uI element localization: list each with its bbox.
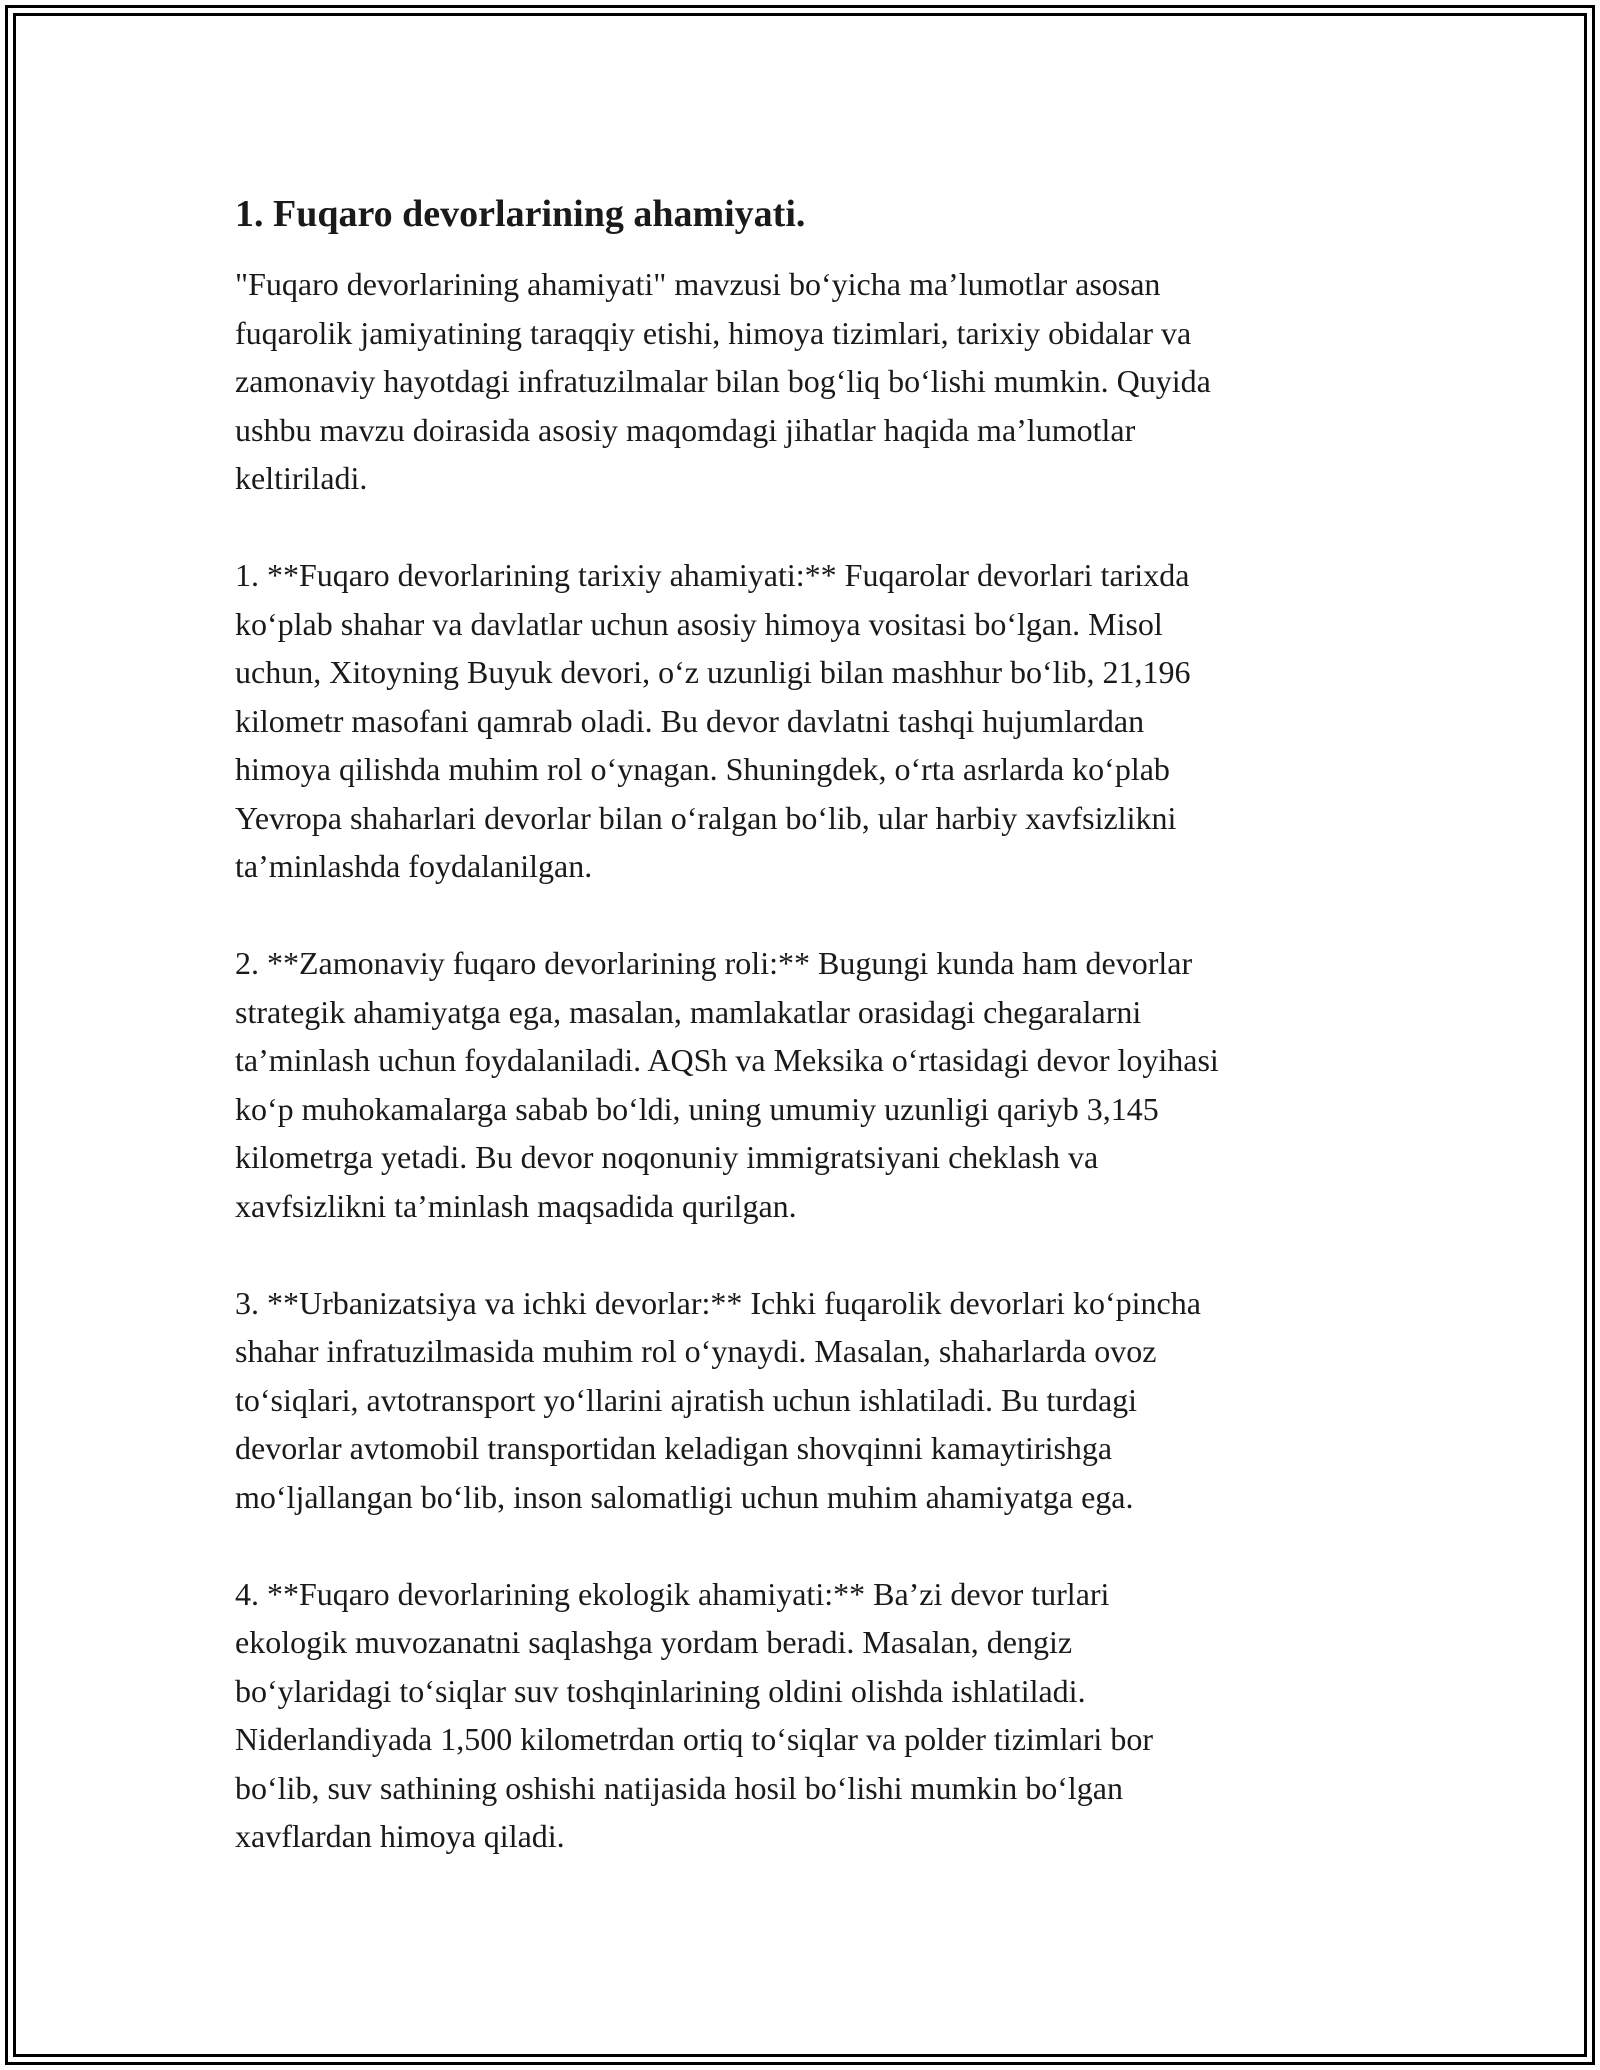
- paragraph-ecological-importance: 4. **Fuqaro devorlarining ekologik ahamiyati:** Ba’zi devor turlari ekologik muvozanatni saqlashga yordam beradi. Masalan, dengiz bo‘ylaridagi to‘siqlar suv toshqinlarining oldini olishda ishlatiladi. Niderlandiyada 1,500 kilometrdan ortiq to‘siqlar va polder tizimlari bor bo‘lib, suv sathining oshishi natijasida hosil bo‘lishi mumkin bo‘lgan xavflardan himoya qiladi.: [235, 1575, 1153, 1854]
- paragraph-urban-walls: 3. **Urbanizatsiya va ichki devorlar:** Ichki fuqarolik devorlari ko‘pincha shahar infratuzilmasida muhim rol o‘ynaydi. Masalan, shaharlarda ovoz to‘siqlari, avtotransport yo‘llarini ajratish uchun ishlatiladi. Bu turdagi devorlar avtomobil transportidan keladigan shovqinni kamaytirishga mo‘ljallangan bo‘lib, inson salomatligi uchun muhim ahamiyatga ega.: [235, 1284, 1201, 1515]
- document-title: 1. Fuqaro devorlarining ahamiyati.: [235, 193, 806, 235]
- paragraph-modern-role: 2. **Zamonaviy fuqaro devorlarining roli:** Bugungi kunda ham devorlar strategik ahamiyatga ega, masalan, mamlakatlar orasidagi chegaralarni ta’minlash uchun foydalaniladi. AQSh va Meksika o‘rtasidagi devor loyihasi ko‘p muhokamalarga sabab bo‘ldi, uning umumiy uzunligi qariyb 3,145 kilometrga yetadi. Bu devor noqonuniy immigratsiyani cheklash va xavfsizlikni ta’minlash maqsadida qurilgan.: [235, 945, 1219, 1224]
- document-body: [235, 188, 1375, 1909]
- intro-paragraph: "Fuqaro devorlarining ahamiyati" mavzusi bo‘yicha ma’lumotlar asosan fuqarolik jamiyatining taraqqiy etishi, himoya tizimlari, tarixiy obidalar va zamonaviy hayotdagi infratuzilmalar bilan bog‘liq bo‘lishi mumkin. Quyida ushbu mavzu doirasida asosiy maqomdagi jihatlar haqida ma’lumotlar keltiriladi.: [235, 266, 1211, 496]
- paragraph-historical-importance: 1. **Fuqaro devorlarining tarixiy ahamiyati:** Fuqarolar devorlari tarixda ko‘plab shahar va davlatlar uchun asosiy himoya vositasi bo‘lgan. Misol uchun, Xitoyning Buyuk devori, o‘z uzunligi bilan mashhur bo‘lib, 21,196 kilometr masofani qamrab oladi. Bu devor davlatni tashqi hujumlardan himoya qilishda muhim rol o‘ynagan. Shuningdek, o‘rta asrlarda ko‘plab Yevropa shaharlari devorlar bilan o‘ralgan bo‘lib, ular harbiy xavfsizlikni ta’minlashda foydalanilgan.: [235, 557, 1191, 884]
